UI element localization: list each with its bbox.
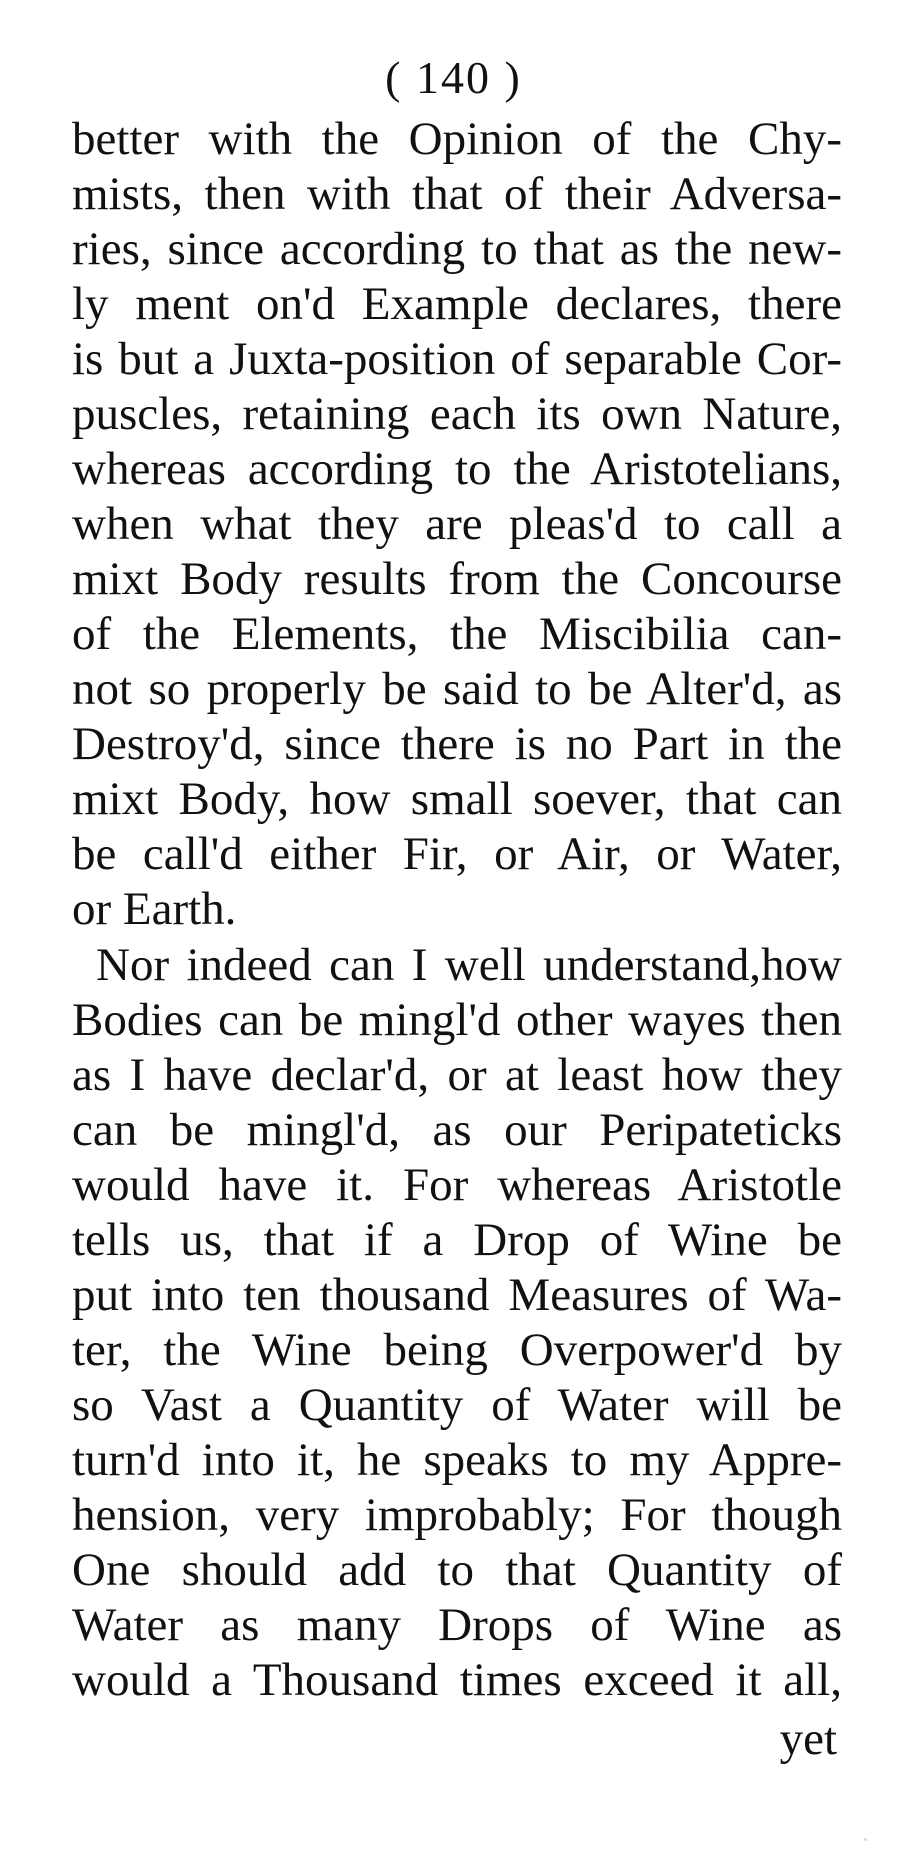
text-line: better with the Opinion of the Chy- xyxy=(72,113,842,165)
text-line: Water as many Drops of Wine as xyxy=(72,1599,842,1651)
text-line: of the Elements, the Miscibilia can- xyxy=(72,608,842,660)
paper-speck xyxy=(864,1838,867,1841)
text-line: not so properly be said to be Alter'd, as xyxy=(72,663,842,715)
text-line: as I have declar'd, or at least how they xyxy=(72,1049,842,1101)
text-line: Bodies can be mingl'd other wayes then xyxy=(72,994,842,1046)
text-line: tells us, that if a Drop of Wine be xyxy=(72,1214,842,1266)
catchword: yet xyxy=(779,1713,837,1765)
body-text xyxy=(72,112,842,1708)
paragraph-1 xyxy=(72,112,842,937)
text-line: would a Thousand times exceed it all, xyxy=(72,1654,842,1706)
text-line: put into ten thousand Measures of Wa- xyxy=(72,1269,842,1321)
text-line: puscles, retaining each its own Nature, xyxy=(72,388,842,440)
paragraph-2 xyxy=(72,938,842,1708)
text-line: can be mingl'd, as our Peripateticks xyxy=(72,1104,842,1156)
text-line: is but a Juxta-position of separable Cor- xyxy=(72,333,842,385)
text-line: so Vast a Quantity of Water will be xyxy=(72,1379,842,1431)
text-line: mixt Body, how small soever, that can xyxy=(72,773,842,825)
text-line: mixt Body results from the Concourse xyxy=(72,553,842,605)
text-line: ter, the Wine being Overpower'd by xyxy=(72,1324,842,1376)
text-line: ly ment on'd Example declares, there xyxy=(72,278,842,330)
text-line: Nor indeed can I well understand,how xyxy=(96,939,842,991)
text-line: be call'd either Fir, or Air, or Water, xyxy=(72,828,842,880)
text-line: when what they are pleas'd to call a xyxy=(72,498,842,550)
text-line: or Earth. xyxy=(72,883,237,935)
text-line: whereas according to the Aristotelians, xyxy=(72,443,842,495)
text-line: Destroy'd, since there is no Part in the xyxy=(72,718,842,770)
page-number: ( 140 ) xyxy=(385,52,522,103)
text-line: would have it. For whereas Aristotle xyxy=(72,1159,842,1211)
text-line: One should add to that Quantity of xyxy=(72,1544,842,1596)
text-line: turn'd into it, he speaks to my Appre- xyxy=(72,1434,842,1486)
text-line: ries, since according to that as the new- xyxy=(72,223,842,275)
text-line: mists, then with that of their Adversa- xyxy=(72,168,842,220)
text-line: hension, very improbably; For though xyxy=(72,1489,842,1541)
